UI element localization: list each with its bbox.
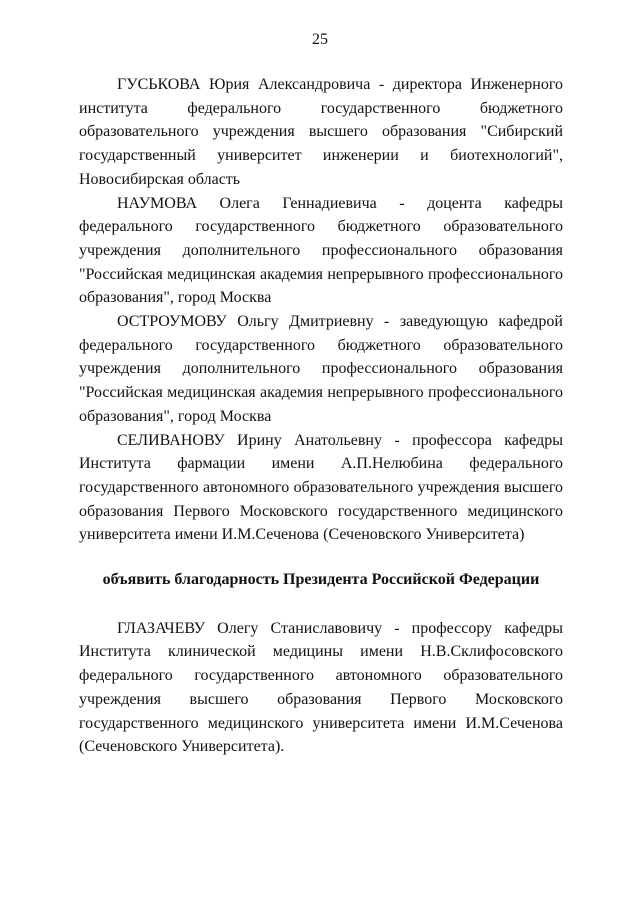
paragraph-selivanova: СЕЛИВАНОВУ Ирину Анатольевну - профессора кафедры Института фармации имени А.П.Нелюбина федерального государственного автономного образовательного учреждения высшего образования Первого Московского государственного медицинского университета имени И.М.Сеченова (Сеченовского Университета) [79,431,563,544]
paragraph-guskov: ГУСЬКОВА Юрия Александровича - директора Инженерного института федерального государственного бюджетного образовательного учреждения высшего образования "Сибирский государственный университет инженерии и биотехнологий", Новосибирская область [79,76,563,188]
paragraph-naumov: НАУМОВА Олега Геннадиевича - доцента кафедры федерального государственного бюджетного образовательного учреждения дополнительного профессионального образования "Российская медицинская академия непрерывного профессионального образования", город Москва [79,194,563,307]
section-heading: объявить благодарность Президента Российской Федерации [102,571,540,589]
section-heading-block [79,547,563,617]
paragraph-ostroumova: ОСТРОУМОВУ Ольгу Дмитриевну - заведующую кафедрой федерального государственного бюджетного образовательного учреждения дополнительного профессионального образования "Российская медицинская академия непрерывного профессионального образования", город Москва [79,313,563,425]
page-number: 25 [312,31,328,48]
paragraph-glazachev: ГЛАЗАЧЕВУ Олегу Станиславовичу - профессору кафедры Института клинической медицины имени Н.В.Склифосовского федерального государственного автономного образовательного учреждения высшего образования Первого Московского государственного медицинского университета имени И.М.Сеченова (Сеченовского Университета). [79,619,563,756]
document-body [79,73,563,759]
